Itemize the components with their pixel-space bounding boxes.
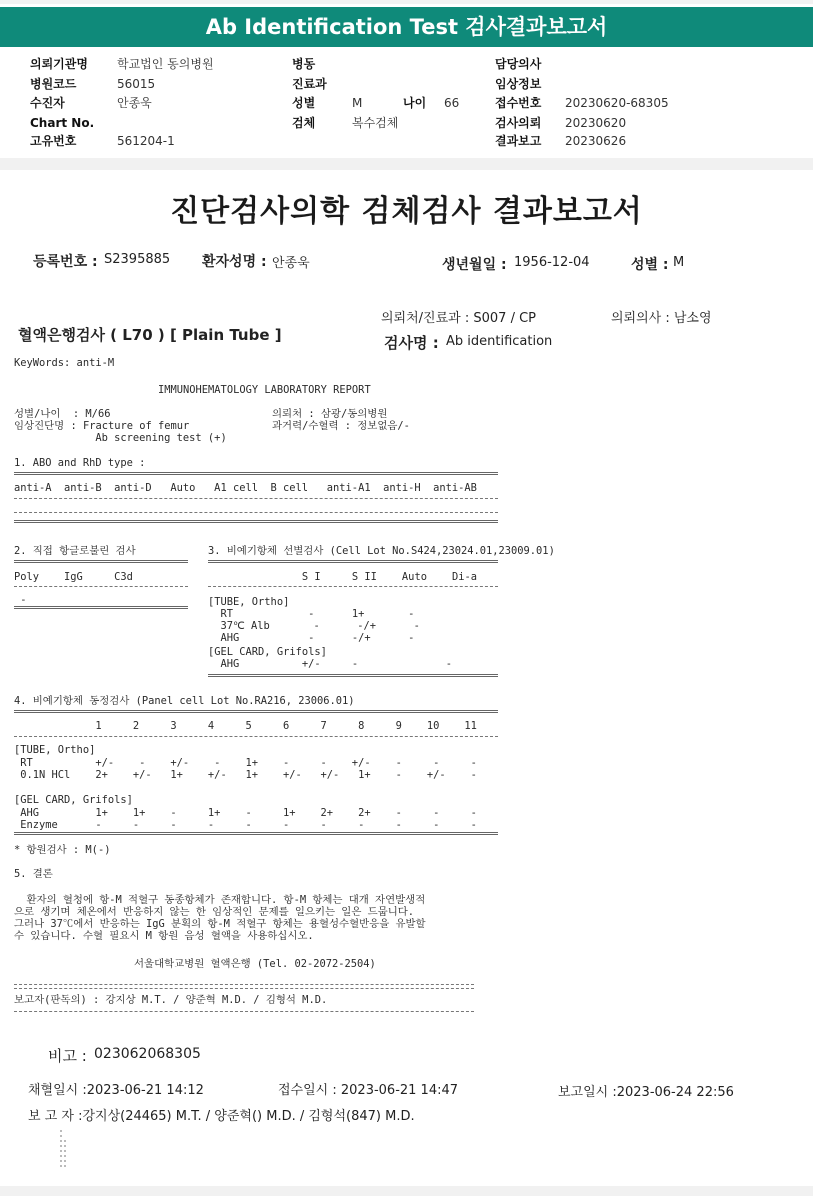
request-doctor: 의뢰의사 : 남소영 bbox=[611, 311, 712, 326]
header-divider bbox=[0, 158, 813, 170]
rule-dashed bbox=[14, 988, 474, 989]
reg-no-value: S2395885 bbox=[104, 252, 171, 267]
receipt-no-value: 20230620-68305 bbox=[565, 96, 669, 110]
lab-report-title: IMMUNOHEMATOLOGY LABORATORY REPORT bbox=[158, 384, 371, 396]
section-3-title: 3. 비예기항체 선별검사 (Cell Lot No.S424,23024.01,23009.01) bbox=[208, 545, 555, 557]
rule-dashed bbox=[14, 736, 498, 737]
chart-no-label: Chart No. bbox=[30, 116, 95, 130]
test-name-label: 검사명 : bbox=[384, 334, 439, 352]
footer-reporter: 보 고 자 :강지상(24465) M.T. / 양준혁() M.D. / 김형석(847) M.D. bbox=[28, 1109, 415, 1124]
rule-dashed bbox=[14, 984, 474, 985]
top-strip bbox=[0, 0, 813, 4]
birth-value: 1956-12-04 bbox=[514, 255, 590, 270]
rule-double bbox=[14, 710, 498, 713]
specimen-label: 검체 bbox=[292, 116, 316, 130]
screen-row: AHG +/- - - bbox=[208, 658, 452, 670]
patient-label: 수진자 bbox=[30, 96, 65, 110]
screen-row: RT - 1+ - bbox=[208, 608, 415, 620]
conclusion-line: 환자의 혈청에 항-M 적혈구 동종항체가 존재합니다. 항-M 항체는 대개 자연발생적 bbox=[14, 894, 426, 906]
patient-name-value: 안종욱 bbox=[272, 256, 310, 271]
panel-row: RT +/- - +/- - 1+ - - +/- - - - bbox=[14, 757, 477, 769]
antigen-test: * 항원검사 : M(-) bbox=[14, 844, 111, 856]
screen-row: AHG - -/+ - bbox=[208, 632, 415, 644]
report-date-value: 20230626 bbox=[565, 134, 627, 148]
hospital-code-value: 56015 bbox=[117, 77, 156, 91]
sex-value-report: M bbox=[673, 255, 685, 270]
receipt-time: 접수일시 : 2023-06-21 14:47 bbox=[278, 1083, 459, 1098]
history-line: 과거력/수혈력 : 정보없음/- bbox=[272, 420, 410, 432]
dept-label: 진료과 bbox=[292, 77, 327, 91]
institution-label: 의뢰기관명 bbox=[30, 57, 88, 71]
sex-label-report: 성별 : bbox=[631, 257, 669, 273]
screen-row: [GEL CARD, Grifols] bbox=[208, 646, 327, 658]
section-5-title: 5. 결론 bbox=[14, 868, 53, 880]
specimen-value: 복수검체 bbox=[352, 116, 399, 130]
panel-row: [GEL CARD, Grifols] bbox=[14, 794, 133, 806]
diagnosis-line-1: 임상진단명 : Fracture of femur bbox=[14, 420, 190, 432]
rule-double bbox=[14, 520, 498, 523]
screen-row: [TUBE, Ortho] bbox=[208, 596, 290, 608]
panel-row: Enzyme - - - - - - - - - - - bbox=[14, 819, 477, 831]
request-date-label: 검사의뢰 bbox=[495, 116, 542, 130]
sex-label: 성별 bbox=[292, 96, 316, 110]
patient-name-label: 환자성명 : bbox=[202, 254, 267, 270]
remark-value: 023062068305 bbox=[94, 1046, 201, 1062]
requester-line: 의뢰처 : 삼광/동의병원 bbox=[272, 408, 388, 420]
rule-double bbox=[14, 606, 188, 609]
section-1-title: 1. ABO and RhD type : bbox=[14, 457, 146, 469]
reg-no-label: 등록번호 : bbox=[33, 254, 98, 270]
birth-label: 생년월일 : bbox=[442, 257, 507, 273]
request-date-value: 20230620 bbox=[565, 116, 627, 130]
screen-row: 37℃ Alb - -/+ - bbox=[208, 620, 420, 632]
rule-dashed bbox=[14, 1011, 474, 1012]
collect-time: 채혈일시 :2023-06-21 14:12 bbox=[28, 1083, 204, 1098]
test-name-value: Ab identification bbox=[446, 334, 553, 349]
section-title: 혈액은행검사 ( L70 ) [ Plain Tube ] bbox=[18, 326, 282, 344]
conclusion-line: 수 있습니다. 수혈 필요시 M 항원 음성 혈액을 사용하십시오. bbox=[14, 930, 314, 942]
panel-row: 0.1N HCl 2+ +/- 1+ +/- 1+ +/- +/- 1+ - +/- - bbox=[14, 769, 477, 781]
unique-no-value: 561204-1 bbox=[117, 134, 175, 148]
institution-value: 학교법인 동의병원 bbox=[117, 57, 214, 71]
section-2-title: 2. 직접 항글로불린 검사 bbox=[14, 545, 136, 557]
hospital-code-label: 병원코드 bbox=[30, 77, 77, 91]
page-title: Ab Identification Test 검사결과보고서 bbox=[0, 7, 813, 47]
report-title: 진단검사의학 검체검사 결과보고서 bbox=[170, 194, 643, 229]
panel-row: AHG 1+ 1+ - 1+ - 1+ 2+ 2+ - - - bbox=[14, 807, 477, 819]
rule-double bbox=[14, 472, 498, 475]
report-time: 보고일시 :2023-06-24 22:56 bbox=[558, 1085, 734, 1100]
rule-dashed bbox=[208, 586, 498, 587]
rule-dashed bbox=[14, 512, 498, 513]
sex-age-line: 성별/나이 : M/66 bbox=[14, 408, 111, 420]
abo-header: anti-A anti-B anti-D Auto A1 cell B cell anti-A1 anti-H anti-AB bbox=[14, 482, 477, 494]
keywords: KeyWords: anti-M bbox=[14, 357, 115, 369]
rule-dashed bbox=[14, 498, 498, 499]
unique-no-label: 고유번호 bbox=[30, 134, 77, 148]
bottom-divider bbox=[0, 1186, 813, 1196]
ward-label: 병동 bbox=[292, 57, 316, 71]
rule-double bbox=[208, 560, 498, 563]
rule-double bbox=[14, 832, 498, 835]
age-value: 66 bbox=[444, 96, 460, 110]
section-4-title: 4. 비예기항체 동정검사 (Panel cell Lot No.RA216, 23006.01) bbox=[14, 695, 355, 707]
receipt-no-label: 접수번호 bbox=[495, 96, 542, 110]
request-dept: 의뢰처/진료과 : S007 / CP bbox=[381, 311, 536, 326]
sex-value: M bbox=[352, 96, 363, 110]
blood-bank-contact: 서울대학교병원 혈액은행 (Tel. 02-2072-2504) bbox=[134, 958, 376, 970]
diagnosis-line-2: Ab screening test (+) bbox=[14, 432, 227, 444]
screen-header: S I S II Auto Di-a bbox=[208, 571, 477, 583]
scan-artifact bbox=[64, 1140, 66, 1170]
doctor-label: 담당의사 bbox=[495, 57, 542, 71]
panel-row: [TUBE, Ortho] bbox=[14, 744, 96, 756]
remark-label: 비고 : bbox=[48, 1047, 87, 1065]
report-date-label: 결과보고 bbox=[495, 134, 542, 148]
rule-dashed bbox=[14, 586, 188, 587]
dat-header: Poly IgG C3d bbox=[14, 571, 133, 583]
dat-value: - bbox=[14, 594, 27, 606]
panel-header: 1 2 3 4 5 6 7 8 9 10 11 bbox=[14, 720, 477, 732]
lab-reporter: 보고자(판독의) : 강지상 M.T. / 양준혁 M.D. / 김형석 M.D. bbox=[14, 994, 328, 1006]
clinical-label: 임상정보 bbox=[495, 77, 542, 91]
rule-double bbox=[208, 674, 498, 677]
patient-value: 안종욱 bbox=[117, 96, 152, 110]
conclusion-line: 그러나 37℃에서 반응하는 IgG 분획의 항-M 적혈구 항체는 용혈성수혈반응을 유발할 bbox=[14, 918, 426, 930]
scan-artifact bbox=[60, 1130, 62, 1170]
rule-double bbox=[14, 560, 188, 563]
conclusion-line: 으로 생기며 체온에서 반응하지 않는 한 임상적인 문제를 일으키는 일은 드뭅니다. bbox=[14, 906, 415, 918]
age-label: 나이 bbox=[403, 96, 427, 110]
